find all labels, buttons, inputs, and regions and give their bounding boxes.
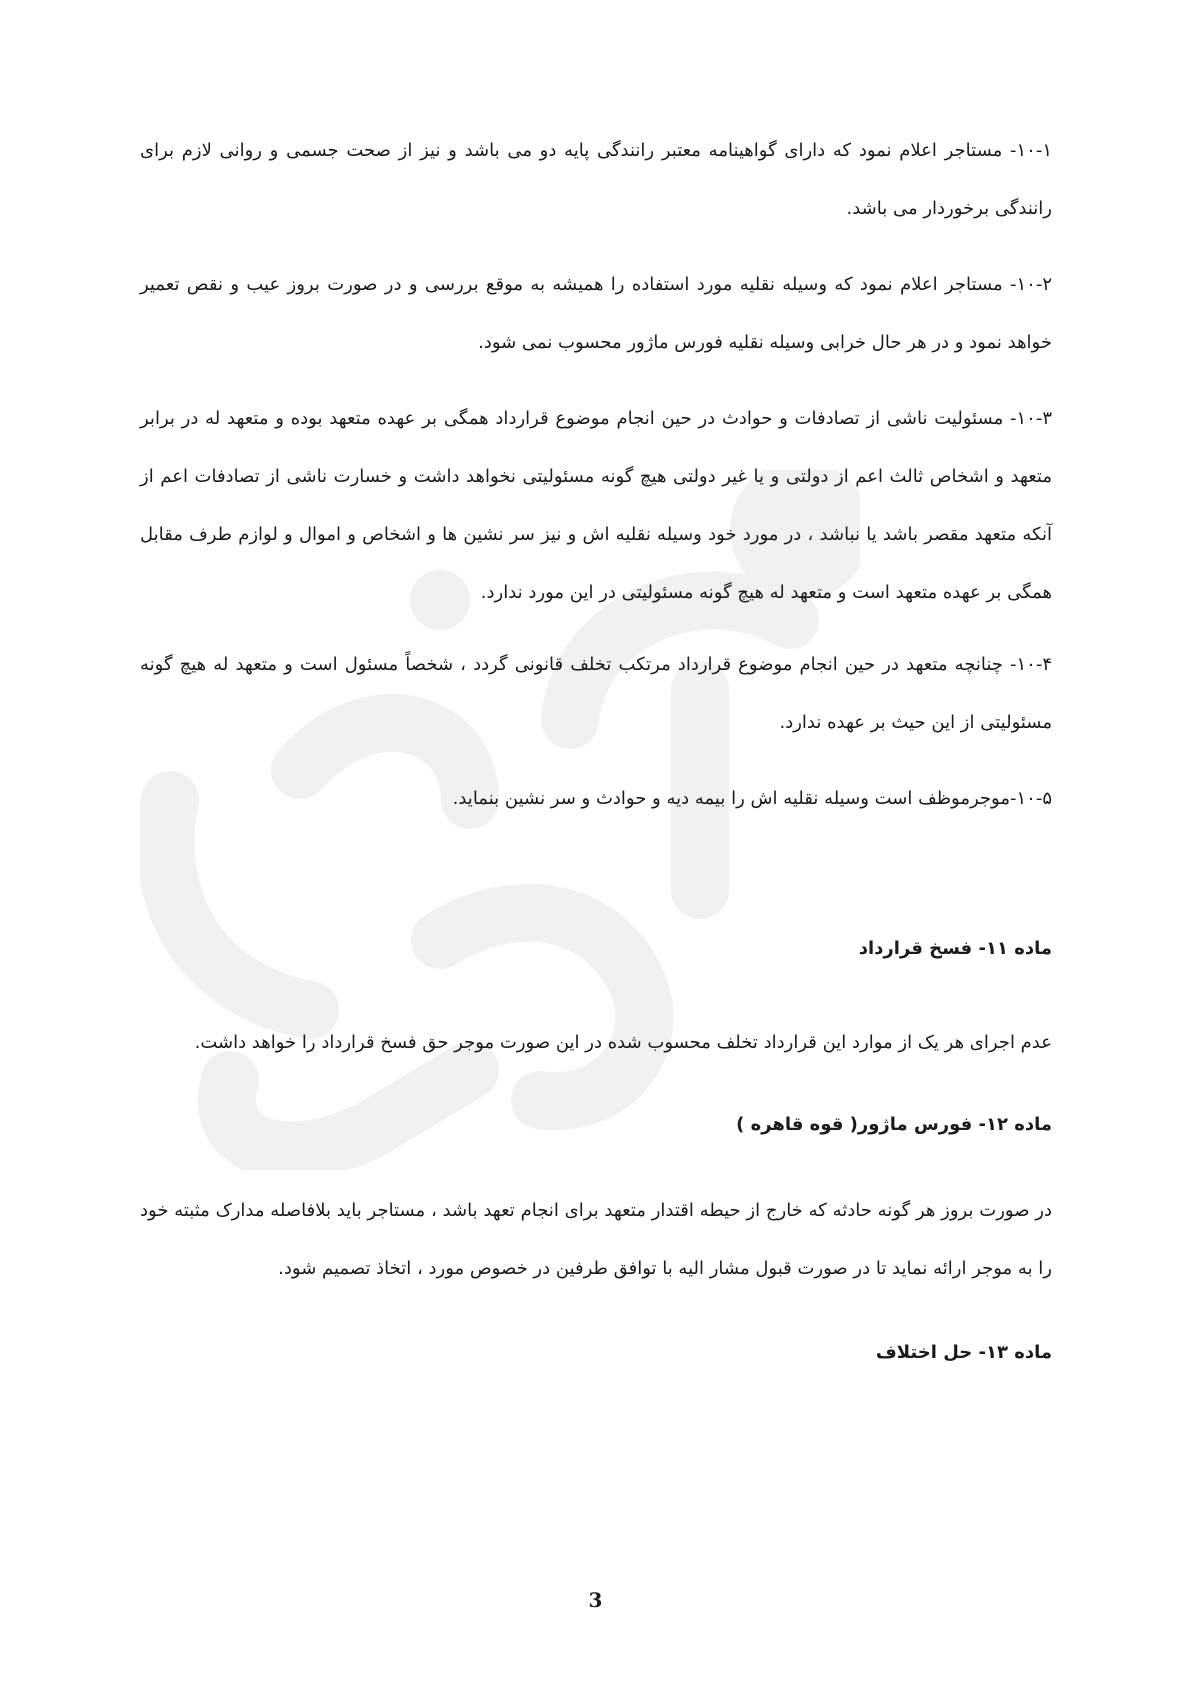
document-page bbox=[140, 0, 1052, 1684]
article-12-heading: ماده ۱۲- فورس ماژور( قوه قاهره ) bbox=[736, 1114, 1052, 1135]
page-number: 3 bbox=[588, 1588, 603, 1612]
article-11-body: عدم اجرای هر یک از موارد این قرارداد تخلف محسوب شده در این صورت موجر حق فسخ قرارداد را خواهد داشت. bbox=[194, 1032, 1052, 1053]
clause-10-5: ۱۰-۵-موجرموظف است وسیله نقلیه اش را بیمه دیه و حوادث و سر نشین بنماید. bbox=[452, 788, 1052, 809]
article-11-heading: ماده ۱۱- فسخ قرارداد bbox=[858, 938, 1052, 959]
clause-10-3: ۱۰-۳- مسئولیت ناشی از تصادفات و حوادث در حین انجام موضوع قرارداد همگی بر عهده متعهد بوده و متعهد له در برابر متعهد و اشخاص ثالث اعم از دولتی و یا غیر دولتی هیچ گونه مسئولیتی نخواهد داشت و خسارت ناشی از تصادفات اعم از آنکه متعهد مقصر باشد یا نباشد ، در مورد خود وسیله نقلیه اش و نیز سر نشین ها و اشخاص و اموال و لوازم طرف مقابل همگی بر عهده متعهد است و متعهد له هیچ گونه مسئولیتی در این مورد ندارد. bbox=[140, 408, 1052, 603]
clause-10-4: ۱۰-۴- چنانچه متعهد در حین انجام موضوع قرارداد مرتکب تخلف قانونی گردد ، شخصاً مسئول است و متعهد له هیچ گونه مسئولیتی از این حیث بر عهده ندارد. bbox=[140, 654, 1052, 733]
clause-10-2: ۱۰-۲- مستاجر اعلام نمود که وسیله نقلیه مورد استفاده را همیشه به موقع بررسی و در صورت بروز عیب و نقص تعمیر خواهد نمود و در هر حال خرابی وسیله نقلیه فورس ماژور محسوب نمی شود. bbox=[140, 274, 1052, 353]
clause-10-1: ۱۰-۱- مستاجر اعلام نمود که دارای گواهینامه معتبر رانندگی پایه دو می باشد و نیز از صحت جسمی و روانی لازم برای رانندگی برخوردار می باشد. bbox=[140, 140, 1052, 219]
article-12-body: در صورت بروز هر گونه حادثه که خارج از حیطه اقتدار متعهد برای انجام تعهد باشد ، مستاجر باید بلافاصله مدارک مثبته خود را به موجر ارائه نماید تا در صورت قبول مشار الیه با توافق طرفین در خصوص مورد ، اتخاذ تصمیم شود. bbox=[140, 1200, 1052, 1279]
article-13-heading: ماده ۱۳- حل اختلاف bbox=[875, 1342, 1052, 1363]
